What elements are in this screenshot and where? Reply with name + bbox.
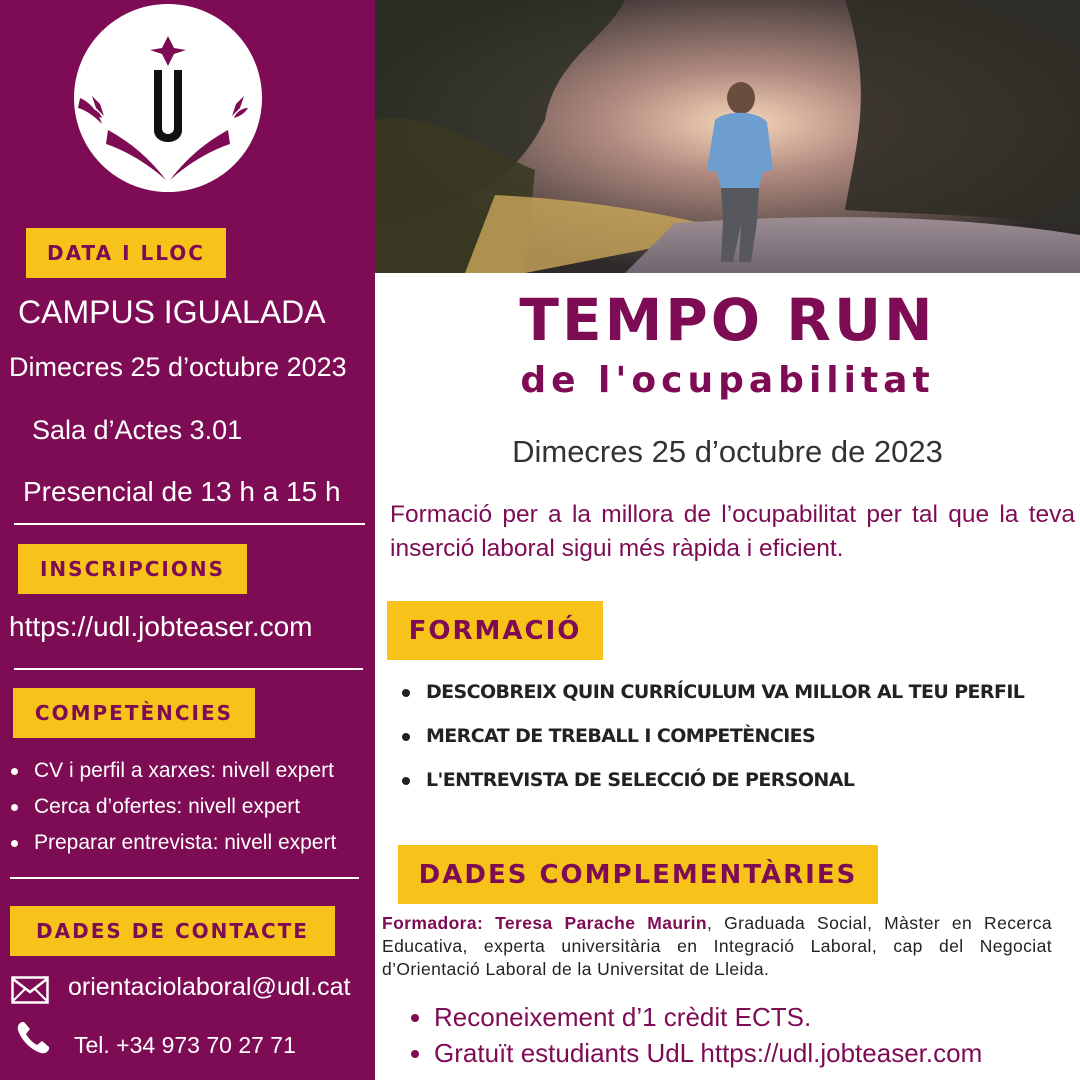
contact-heading: DADES DE CONTACTE [10, 906, 335, 956]
training-heading: FORMACIÓ [387, 601, 603, 660]
hero-photo [375, 0, 1080, 273]
event-date: Dimecres 25 d’octubre de 2023 [512, 434, 943, 469]
list-item: Reconeixement d’1 crèdit ECTS. [410, 1000, 982, 1036]
list-item: Preparar entrevista: nivell expert [10, 826, 336, 862]
contact-email[interactable]: orientaciolaboral@udl.cat [68, 973, 351, 1001]
list-item: MERCAT DE TREBALL I COMPETÈNCIES [400, 719, 1024, 763]
divider [14, 523, 365, 525]
registration-link[interactable]: https://udl.jobteaser.com [9, 611, 313, 642]
list-item: CV i perfil a xarxes: nivell expert [10, 754, 336, 790]
runner-photo [375, 0, 1080, 273]
list-item: Cerca d’ofertes: nivell expert [10, 790, 336, 826]
list-item: DESCOBREIX QUIN CURRÍCULUM VA MILLOR AL TEU PERFIL [400, 675, 1024, 719]
page-subtitle: de l'ocupabilitat [520, 360, 935, 401]
training-list [400, 675, 1024, 807]
skills-heading: COMPETÈNCIES [13, 688, 255, 738]
registration-heading: INSCRIPCIONS [18, 544, 247, 594]
extra-info-heading: DADES COMPLEMENTÀRIES [398, 845, 878, 904]
divider [10, 877, 359, 879]
trainer-bio: , Graduada Social, Màster en Recerca Educativa, experta universitària en Integració Laboral, cap del Negociat d’Orientació Laboral de la Universitat de Lleida. [382, 913, 1053, 979]
session-mode: Presencial de 13 h a 15 h [23, 476, 341, 507]
campus-name: CAMPUS IGUALADA [18, 294, 326, 330]
list-item[interactable]: Gratuït estudiants UdL https://udl.jobteaser.com [410, 1036, 982, 1072]
contact-phone[interactable]: Tel. +34 973 70 27 71 [74, 1032, 296, 1058]
trainer-info [382, 912, 1052, 981]
skills-list [10, 754, 336, 862]
divider [14, 668, 363, 670]
envelope-icon [11, 976, 49, 1004]
sidebar [0, 0, 375, 1080]
page-title: TEMPO RUN [519, 286, 936, 354]
event-description: Formació per a la millora de l’ocupabilitat per tal que la teva inserció laboral sigui més ràpida i eficient. [390, 501, 1075, 562]
trainer-name: Formadora: Teresa Parache Maurin [382, 913, 707, 933]
event-date-side: Dimecres 25 d’octubre 2023 [9, 352, 347, 382]
udl-logo [74, 4, 262, 192]
extra-info-list [410, 1000, 982, 1072]
phone-icon [15, 1020, 51, 1056]
udl-emblem-icon [74, 4, 262, 192]
room-name: Sala d’Actes 3.01 [32, 415, 243, 445]
date-place-heading: DATA I LLOC [26, 228, 226, 278]
list-item: L'ENTREVISTA DE SELECCIÓ DE PERSONAL [400, 763, 1024, 807]
